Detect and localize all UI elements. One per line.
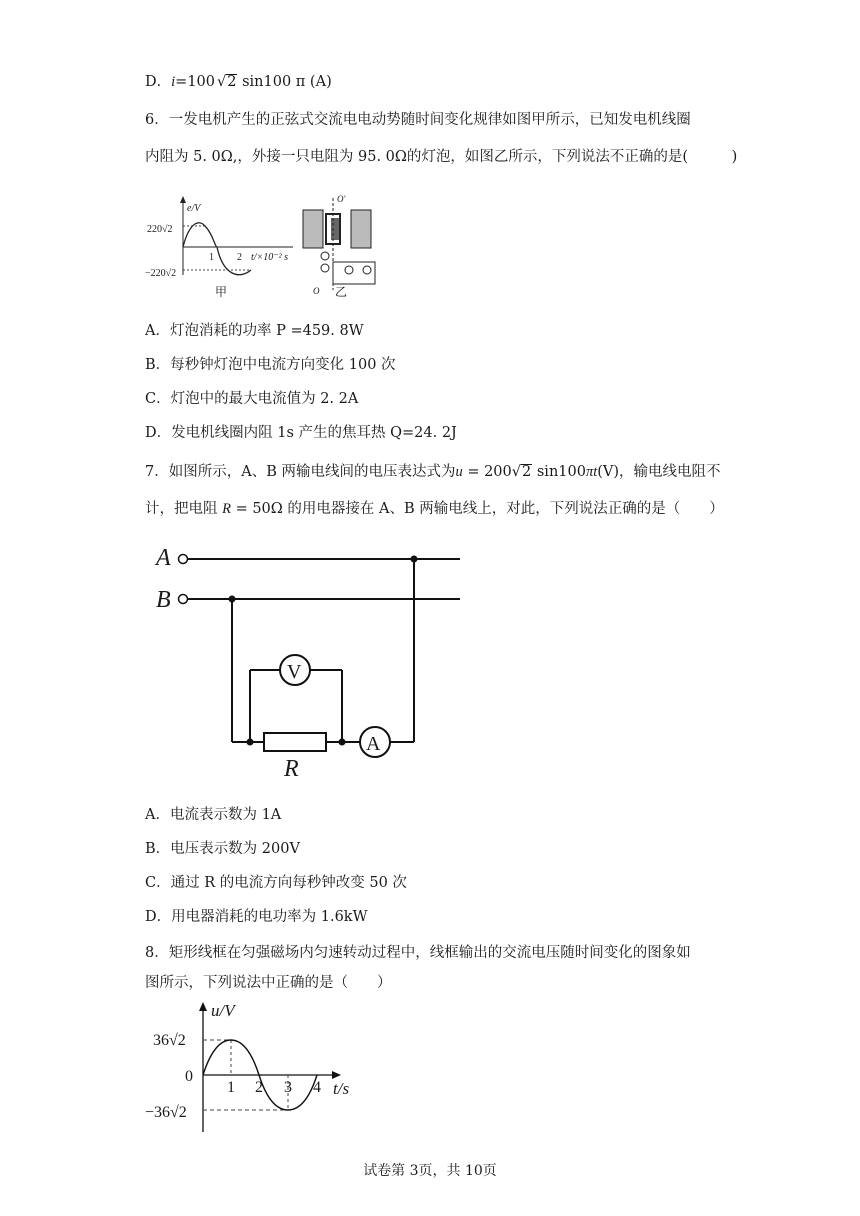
q8-t2: 2 [255,1079,263,1096]
q7-option-d: D．用电器消耗的电功率为 1.6kW [145,909,368,925]
sin-term: sin100 π (A) [242,74,332,90]
q7-stem-line1: 7．如图所示，A、B 两输电线间的电压表达式为u = 200√2 sin100πt(V)，输电线电阻不 [145,464,721,480]
resistor-label: R [284,756,299,782]
option-label: D． [145,74,172,90]
page-footer: 试卷第 3页，共 10页 [363,1163,497,1179]
q8-graph [143,998,373,1138]
figure-jia [145,196,293,299]
q8-ylabel: u/V [211,1001,235,1020]
jia-ybot: −220√2 [145,268,177,279]
q8-ybot: −36√2 [145,1104,187,1121]
q6-option-d: D．发电机线圈内阻 1s 产生的焦耳热 Q=24. 2J [145,425,457,441]
q7-stem-line2: 计，把电阻 R = 50Ω 的用电器接在 A、B 两输电线上，对此，下列说法正确的是（ ） [145,501,724,517]
ammeter-label: A [366,733,381,755]
jia-xlabel: t/×10⁻² s [251,252,288,263]
q6-figure [143,190,383,305]
q7-option-a: A．电流表示数为 1A [145,807,282,823]
q8-stem-line1: 8．矩形线框在匀强磁场内匀速转动过程中，线框输出的交流电压随时间变化的图象如 [145,945,691,961]
coefficient: =100 [175,74,215,90]
var-i: i [171,74,176,90]
q6-option-a: A．灯泡消耗的功率 P =459. 8W [145,323,364,339]
jia-x2: 2 [237,252,242,263]
yi-top-label: O' [337,194,346,204]
q5-option-d [145,72,332,92]
q6-stem-line1: 6．一发电机产生的正弦式交流电电动势随时间变化规律如图甲所示，已知发电机线圈 [145,112,691,128]
q8-t1: 1 [227,1079,235,1096]
jia-ytop: 220√2 [147,224,173,235]
q7-option-c: C．通过 R 的电流方向每秒钟改变 50 次 [145,875,407,891]
yi-bottom-label: O [313,286,320,296]
q8-xlabel: t/s [333,1079,350,1098]
figure-yi [303,194,375,299]
q7-circuit [150,538,470,783]
q6-option-c: C．灯泡中的最大电流值为 2. 2A [145,391,359,407]
voltmeter-label: V [287,661,302,683]
q7-option-b: B．电压表示数为 200V [145,841,300,857]
q8-t4: 4 [313,1079,321,1096]
terminal-a-label: A [156,545,171,571]
q8-stem-line2: 图所示，下列说法中正确的是（ ） [145,975,392,991]
jia-ylabel: e/V [187,203,201,214]
terminal-b-label: B [156,587,171,613]
resistor [264,733,326,751]
q8-ytop: 36√2 [153,1032,186,1049]
q6-option-b: B．每秒钟灯泡中电流方向变化 100 次 [145,357,396,373]
q6-stem-line2: 内阻为 5. 0Ω,，外接一只电阻为 95. 0Ω的灯泡，如图乙所示，下列说法不正确的是( ) [145,149,738,165]
q8-zero: 0 [185,1068,193,1085]
jia-x1: 1 [209,252,214,263]
yi-caption: 乙 [335,285,348,299]
jia-caption: 甲 [215,285,228,299]
sqrt: √2 [217,74,237,90]
q8-t3: 3 [284,1079,292,1096]
